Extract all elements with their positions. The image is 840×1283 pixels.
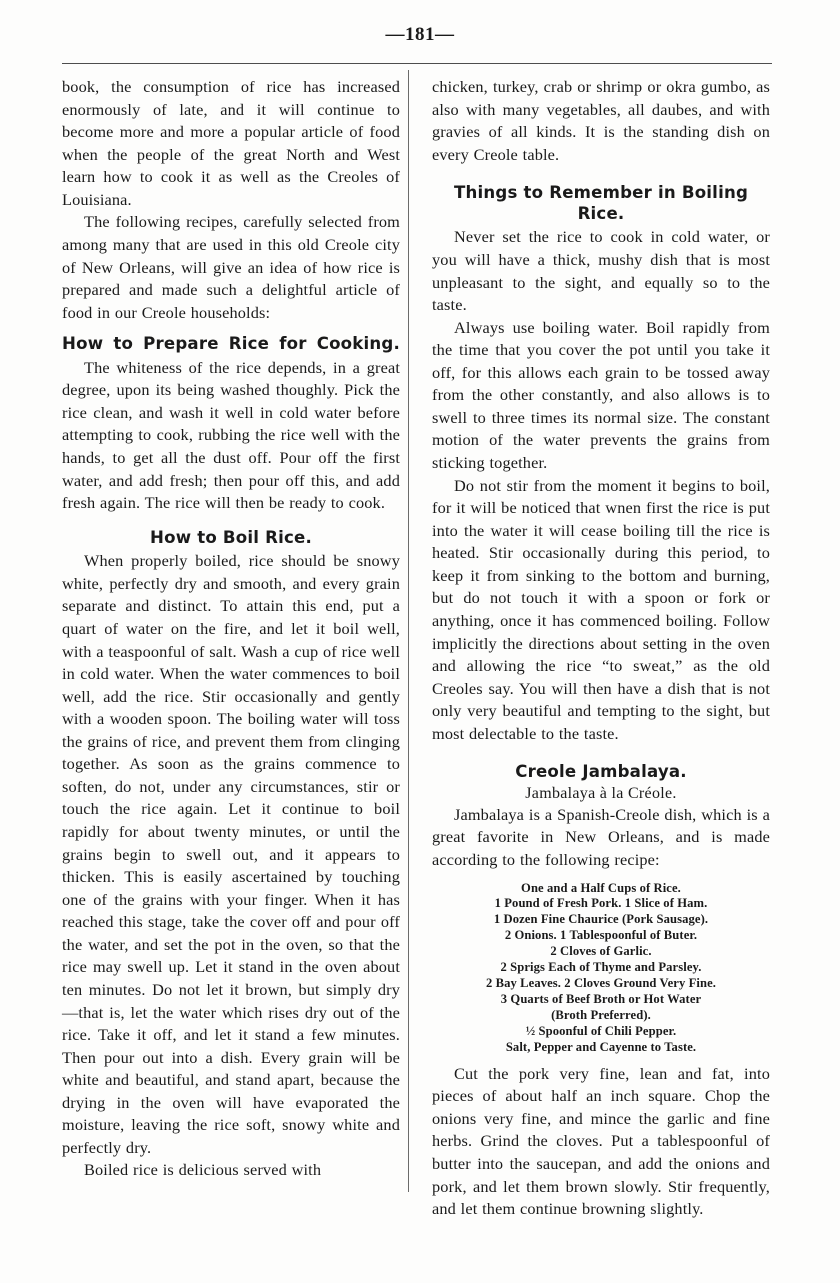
ingredient-list xyxy=(432,881,770,1056)
ingredient-line: 2 Bay Leaves. 2 Cloves Ground Very Fine. xyxy=(485,976,717,991)
page-number: —181— xyxy=(385,24,455,45)
right-column xyxy=(432,76,770,1221)
paragraph-jambalaya-intro: Jambalaya is a Spanish-Creole dish, which is a great favorite in New Orleans, and is made according to the following recipe: xyxy=(432,804,770,869)
ingredient-line: (Broth Preferred). xyxy=(551,1007,651,1022)
column-divider-rule xyxy=(408,70,409,1192)
heading-how-to-prepare-rice-for-cooking: How to Prepare Rice for Cooking. xyxy=(62,334,400,354)
spacer xyxy=(432,166,770,173)
heading-things-to-remember-line1: Things to Remember in Boiling xyxy=(453,183,749,203)
heading-creole-jambalaya: Creole Jambalaya. xyxy=(515,762,687,782)
paragraph-jambalaya-method: Cut the pork very fine, lean and fat, into pieces of about half an inch square. Chop the onions very fine, and mince the garlic and fine herbs. Grind the cloves. Put a tablespoonful of butter into the saucepan, and add the onions and pork, and let them brown slowly. Stir frequently, and let them continue browning slightly. xyxy=(432,1063,770,1219)
paragraph-continued-from-previous-page: book, the consumption of rice has increased enormously of late, and it will continue to become more and more a popular article of food when the people of the great North and West learn how to cook it as well as the Creoles of Louisiana. xyxy=(62,77,400,209)
left-column xyxy=(62,76,400,1182)
ingredient-line: ½ Spoonful of Chili Pepper. xyxy=(525,1023,677,1038)
spacer xyxy=(432,745,770,752)
paragraph-always-use-boiling-water: Always use boiling water. Boil rapidly from the time that you cover the pot until you take it off, for this allows each grain to be tossed away from the other constantly, and also allows is to swell to three times its normal size. The constant motion of the water prevents the grains from sticking together. xyxy=(432,317,770,472)
heading-things-to-remember-line2: Rice. xyxy=(577,203,625,223)
ingredient-line: 1 Pound of Fresh Pork. 1 Slice of Ham. xyxy=(494,896,708,911)
paragraph-prepare-rice-body: The whiteness of the rice depends, in a great degree, upon its being washed thoughly. Pick the rice clean, and wash it well in cold water before attempting to cook, rubbing the rice well with the hands, to get all the dust off. Pour off the first water, and add fresh; then pour off this, and add fresh again. The rice will then be ready to cook. xyxy=(62,357,400,513)
ingredient-line: 1 Dozen Fine Chaurice (Pork Sausage). xyxy=(493,912,709,927)
paragraph-boiled-rice-served-with: Boiled rice is delicious served with xyxy=(84,1160,322,1180)
ingredient-line: 2 Onions. 1 Tablespoonful of Buter. xyxy=(504,928,698,943)
paragraph-following-recipes: The following recipes, carefully selected from among many that are used in this old Creole city of New Orleans, will give an idea of how rice is prepared and made such a delightful article of food in our Creole households: xyxy=(62,212,400,322)
header-rule xyxy=(62,63,772,64)
paragraph-continued-gumbo-list: chicken, turkey, crab or shrimp or okra gumbo, as also with many vegetables, all daubes, and with gravies of all kinds. It is the standing dish on every Creole table. xyxy=(432,77,770,164)
spacer xyxy=(62,515,400,518)
ingredient-line: 2 Sprigs Each of Thyme and Parsley. xyxy=(500,960,702,975)
paragraph-never-set-rice-cold-water: Never set the rice to cook in cold water, or you will have a thick, mushy dish that is most unpleasant to the sight, and equally so to the taste. xyxy=(432,227,770,315)
paragraph-boil-rice-body: When properly boiled, rice should be snowy white, perfectly dry and smooth, and every grain separate and distinct. To attain this end, put a quart of water on the fire, and let it boil well, with a teaspoonful of salt. Wash a cup of rice well in cold water. When the water commences to boil well, add the rice. Stir occasionally and gently with a wooden spoon. The boiling water will toss the grains of rice, and prevent them from clinging together. As soon as the grains commence to soften, do not, under any circumstances, stir or touch the rice again. Let it continue to boil rapidly for about twenty minutes, or until the grains begin to swell out, and it appears to thicken. This is easily ascertained by touching one of the grains with your finger. When it has reached this stage, take the cover off and pour off the water, and set the pot in the oven, so that the rice may swell up. Let it stand in the oven about ten minutes. Do not let it brown, but simply dry—that is, let the water which rises dry out of the rice. Take it off, and let it stand a few minutes. Then pour out into a dish. Every grain will be white and beautiful, and stand apart, because the drying in the oven will have evaporated the moisture, leaving the rice soft, snowy white and perfectly dry. xyxy=(62,551,400,1157)
ingredient-line: One and a Half Cups of Rice. xyxy=(521,880,681,895)
heading-how-to-boil-rice: How to Boil Rice. xyxy=(150,527,312,547)
subheading-jambalaya-a-la-creole: Jambalaya à la Créole. xyxy=(525,784,677,802)
paragraph-do-not-stir: Do not stir from the moment it begins to boil, for it will be noticed that wnen first the rice is put into the water it will cease boiling till the rice is heated. Stir occasionally during this period, to keep it from sinking to the bottom and burning, but do not touch it with a spoon or fork or anything, once it has commenced boiling. Follow implicitly the directions about setting in the oven and allowing the rice “to sweat,” as the old Creoles say. You will then have a dish that is not only very beautiful and tempting to the sight, but most delectable to the taste. xyxy=(432,475,770,743)
ingredient-line: 2 Cloves of Garlic. xyxy=(550,944,652,959)
ingredient-line: Salt, Pepper and Cayenne to Taste. xyxy=(505,1039,697,1054)
ingredient-line: 3 Quarts of Beef Broth or Hot Water xyxy=(500,992,702,1007)
